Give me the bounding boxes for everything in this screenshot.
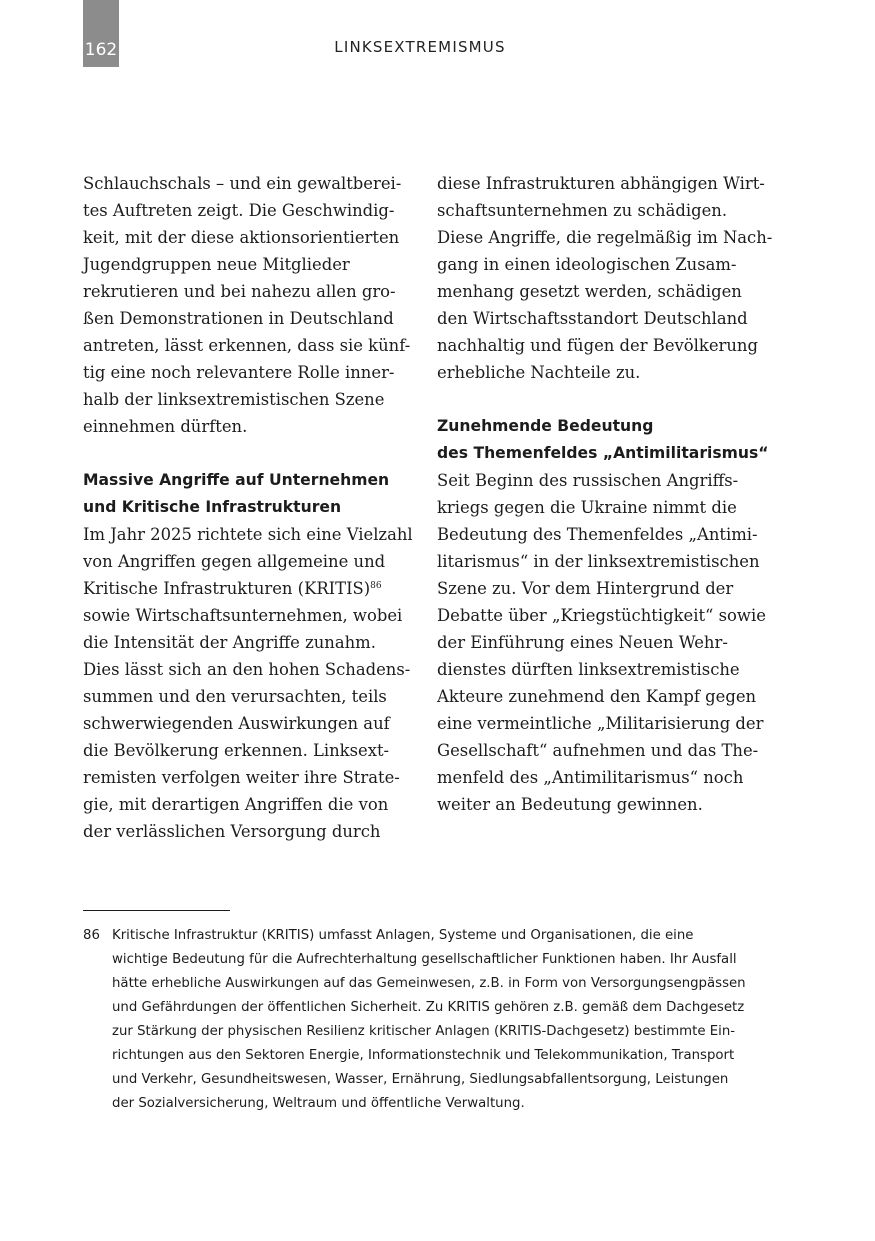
right-paragraph-1 (437, 170, 773, 386)
section-heading-attacks (83, 467, 413, 521)
text-line: Debatte über „Kriegstüchtigkeit“ sowie (437, 606, 766, 625)
text-line: schaftsunternehmen zu schädigen. (437, 201, 728, 220)
text-line: nachhaltig und fügen der Bevölkerung (437, 336, 758, 355)
text-line: kriegs gegen die Ukraine nimmt die (437, 498, 737, 517)
text-line: der Einführung eines Neuen Wehr- (437, 633, 728, 652)
heading-line: Zunehmende Bedeutung (437, 417, 654, 435)
text-line: einnehmen dürften. (83, 417, 248, 436)
text-line: diese Infrastrukturen abhängigen Wirt- (437, 174, 765, 193)
section-heading-antimilitarism (437, 413, 767, 467)
footnote-reference[interactable]: 86 (370, 581, 382, 591)
text-line: Diese Angriffe, die regelmäßig im Nach- (437, 228, 773, 247)
text-line: der verlässlichen Versorgung durch (83, 822, 381, 841)
text-line: Jugendgruppen neue Mitglieder (83, 255, 350, 274)
text-line: litarismus“ in der linksextremistischen (437, 552, 760, 571)
text-line: von Angriffen gegen allgemeine und (83, 552, 386, 571)
text-line: halb der linksextremistischen Szene (83, 390, 385, 409)
footnote-line: hätte erhebliche Auswirkungen auf das Gemeinwesen, z.B. in Form von Versorgungsengpässen (112, 976, 746, 991)
text-line: tes Auftreten zeigt. Die Geschwindig- (83, 201, 395, 220)
text-line: Akteure zunehmend den Kampf gegen (437, 687, 757, 706)
footnote-line: der Sozialversicherung, Weltraum und öffentliche Verwaltung. (112, 1096, 525, 1111)
text-line: weiter an Bedeutung gewinnen. (437, 795, 703, 814)
text-line: Dies lässt sich an den hohen Schadens- (83, 660, 411, 679)
text-line: remisten verfolgen weiter ihre Strate- (83, 768, 400, 787)
text-line: summen und den verursachten, teils (83, 687, 387, 706)
text-line: sowie Wirtschaftsunternehmen, wobei (83, 606, 403, 625)
running-title: LINKSEXTREMISMUS (334, 38, 506, 56)
text-line: keit, mit der diese aktionsorientierten (83, 228, 400, 247)
kritis-text: Kritische Infrastrukturen (KRITIS) (83, 579, 371, 598)
text-line: tig eine noch relevantere Rolle inner- (83, 363, 395, 382)
text-line: antreten, lässt erkennen, dass sie künf- (83, 336, 411, 355)
text-line: erhebliche Nachteile zu. (437, 363, 641, 382)
footnote-separator (83, 910, 230, 911)
footnote-number: 86 (83, 928, 100, 943)
text-line: Im Jahr 2025 richtete sich eine Vielzahl (83, 525, 413, 544)
text-line: gang in einen ideologischen Zusam- (437, 255, 737, 274)
heading-line: Massive Angriffe auf Unternehmen (83, 471, 390, 489)
text-line: menfeld des „Antimilitarismus“ noch (437, 768, 744, 787)
text-line: ßen Demonstrationen in Deutschland (83, 309, 394, 328)
right-column (437, 170, 773, 818)
text-line: die Intensität der Angriffe zunahm. (83, 633, 376, 652)
right-paragraph-2 (437, 467, 767, 818)
footnote-line: zur Stärkung der physischen Resilienz kritischer Anlagen (KRITIS-Dachgesetz) bestimmte Ein- (112, 1024, 736, 1039)
page-number-tab (83, 0, 119, 67)
left-column (83, 170, 413, 845)
text-line: rekrutieren und bei nahezu allen gro- (83, 282, 396, 301)
text-line: schwerwiegenden Auswirkungen auf (83, 714, 390, 733)
text-line: menhang gesetzt werden, schädigen (437, 282, 742, 301)
text-line: dienstes dürften linksextremistische (437, 660, 740, 679)
heading-line: und Kritische Infrastrukturen (83, 498, 342, 516)
text-line: Seit Beginn des russischen Angriffs- (437, 471, 739, 490)
text-line: Szene zu. Vor dem Hintergrund der (437, 579, 734, 598)
text-line: Bedeutung des Themenfeldes „Antimi- (437, 525, 758, 544)
text-line: eine vermeintliche „Militarisierung der (437, 714, 764, 733)
text-line: Schlauchschals – und ein gewaltberei- (83, 174, 402, 193)
heading-line: des Themenfeldes „Antimilitarismus“ (437, 444, 769, 462)
footnote-text (112, 924, 777, 1116)
footnote-line: wichtige Bedeutung für die Aufrechterhaltung gesellschaftlicher Funktionen haben. Ihr Ausfall (112, 952, 737, 967)
footnote-line: Kritische Infrastruktur (KRITIS) umfasst Anlagen, Systeme und Organisationen, die eine (112, 928, 694, 943)
text-line: die Bevölkerung erkennen. Linksext- (83, 741, 390, 760)
page-number: 162 (84, 40, 118, 60)
text-line-with-footnote (83, 575, 413, 602)
text-line: den Wirtschaftsstandort Deutschland (437, 309, 748, 328)
left-paragraph-2 (83, 521, 413, 845)
footnote-line: richtungen aus den Sektoren Energie, Informationstechnik und Telekommunikation, Transport (112, 1048, 735, 1063)
text-line: Gesellschaft“ aufnehmen und das The- (437, 741, 759, 760)
left-paragraph-1 (83, 170, 413, 440)
text-line: gie, mit derartigen Angriffen die von (83, 795, 389, 814)
footnote-line: und Gefährdungen der öffentlichen Sicherheit. Zu KRITIS gehören z.B. gemäß dem Dachgesetz (112, 1000, 745, 1015)
footnote-line: und Verkehr, Gesundheitswesen, Wasser, Ernährung, Siedlungsabfallentsorgung, Leistungen (112, 1072, 729, 1087)
